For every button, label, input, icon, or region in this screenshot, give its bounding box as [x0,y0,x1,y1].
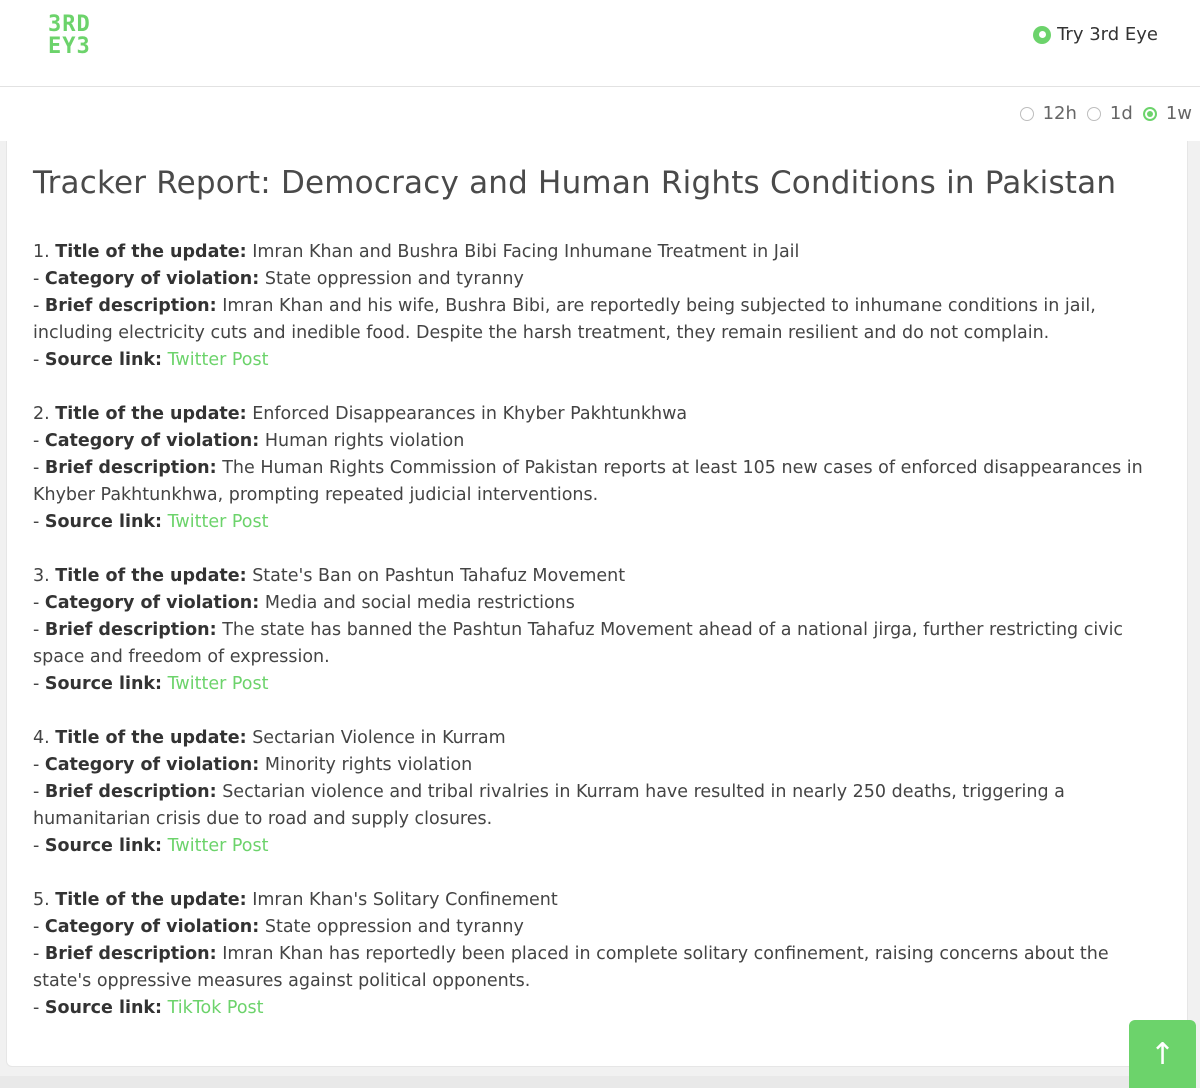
logo-line-1: 3RD [48,12,91,37]
item-title-line [33,563,1163,590]
filter-1d-label: 1d [1109,103,1133,124]
time-filter-group [1010,103,1192,124]
item-description-line: - Brief description: Sectarian violence and tribal rivalries in Kurram have resulted in nearly 250 deaths, triggering a humanitarian crisis due to road and supply closures. [33,782,1065,829]
item-description: The state has banned the Pashtun Tahafuz Movement ahead of a national jirga, further restricting civic space and freedom of expression. [33,620,1124,667]
bottom-strip [0,1076,1129,1088]
item-title: Imran Khan's Solitary Confinement [252,890,558,910]
item-description-line: - Brief description: Imran Khan has reportedly been placed in complete solitary confinement, raising concerns about the state's oppressive measures against political opponents. [33,944,1109,991]
source-label: Source link: [44,836,163,856]
item-title: State's Ban on Pashtun Tahafuz Movement [252,566,626,586]
item-category: State oppression and tyranny [264,269,524,289]
title-label: Title of the update: [55,242,247,262]
radio-1d-icon [1087,107,1101,121]
source-label: Source link: [44,674,163,694]
scroll-to-top-button[interactable] [1129,1020,1196,1088]
source-link[interactable]: Twitter Post [167,836,269,856]
item-description-line: - Brief description: Imran Khan and his wife, Bushra Bibi, are reportedly being subjected to inhumane conditions in jail, including electricity cuts and inedible food. Despite the harsh treatment, they remain resilient and do not complain. [33,296,1096,343]
category-label: Category of violation: [44,917,260,937]
description-label: Brief description: [44,782,217,802]
description-label: Brief description: [44,458,217,478]
category-label: Category of violation: [44,269,260,289]
time-filter-bar [0,87,1200,141]
filter-12h[interactable] [1020,103,1077,124]
title-label: Title of the update: [55,890,247,910]
report-item [33,239,1163,374]
item-description: Sectarian violence and tribal rivalries in Kurram have resulted in nearly 250 deaths, triggering a humanitarian crisis due to road and supply closures. [33,782,1065,829]
item-description-line: - Brief description: The state has banned the Pashtun Tahafuz Movement ahead of a national jirga, further restricting civic space and freedom of expression. [33,620,1124,667]
description-label: Brief description: [44,944,217,964]
report-item [33,401,1163,536]
item-description: The Human Rights Commission of Pakistan reports at least 105 new cases of enforced disappearances in Khyber Pakhtunkhwa, prompting repeated judicial interventions. [33,458,1143,505]
item-number: 4. [33,728,50,748]
category-label: Category of violation: [44,755,260,775]
title-label: Title of the update: [55,728,247,748]
item-description: Imran Khan and his wife, Bushra Bibi, are reportedly being subjected to inhumane conditions in jail, including electricity cuts and inedible food. Despite the harsh treatment, they remain resilient and do not complain. [33,296,1096,343]
source-label: Source link: [44,998,163,1018]
filter-1w[interactable] [1143,103,1192,124]
item-source-line: - Source link: TikTok Post [33,998,264,1018]
item-category: State oppression and tyranny [264,917,524,937]
radio-dot-icon [1033,26,1051,44]
report-card [6,141,1188,1067]
report-items [33,239,1163,1049]
item-source-line: - Source link: Twitter Post [33,350,269,370]
report-item [33,887,1163,1022]
source-link[interactable]: Twitter Post [167,350,269,370]
item-title-line [33,725,1163,752]
item-category: Minority rights violation [264,755,473,775]
item-title-line [33,239,1163,266]
radio-12h-icon [1020,107,1034,121]
item-number: 1. [33,242,50,262]
title-label: Title of the update: [55,404,247,424]
item-category-line: - Category of violation: State oppression and tyranny [33,917,524,937]
item-category: Media and social media restrictions [264,593,575,613]
source-link[interactable]: Twitter Post [167,674,269,694]
filter-12h-label: 12h [1042,103,1077,124]
source-label: Source link: [44,350,163,370]
item-category-line: - Category of violation: Media and social media restrictions [33,593,575,613]
filter-1d[interactable] [1087,103,1133,124]
item-source-line: - Source link: Twitter Post [33,836,269,856]
logo-line-2: EY3 [48,34,91,59]
top-navbar [0,0,1200,87]
report-item [33,563,1163,698]
item-number: 3. [33,566,50,586]
source-link[interactable]: Twitter Post [167,512,269,532]
description-label: Brief description: [44,296,217,316]
item-category: Human rights violation [264,431,465,451]
category-label: Category of violation: [44,593,260,613]
title-label: Title of the update: [55,566,247,586]
item-number: 2. [33,404,50,424]
report-item [33,725,1163,860]
item-source-line: - Source link: Twitter Post [33,512,269,532]
report-title: Tracker Report: Democracy and Human Rights Conditions in Pakistan [33,165,1117,201]
item-title-line [33,401,1163,428]
description-label: Brief description: [44,620,217,640]
filter-1w-label: 1w [1165,103,1192,124]
arrow-up-icon: ↑ [1149,1036,1176,1072]
item-number: 5. [33,890,50,910]
item-description-line: - Brief description: The Human Rights Commission of Pakistan reports at least 105 new cases of enforced disappearances in Khyber Pakhtunkhwa, prompting repeated judicial interventions. [33,458,1143,505]
source-label: Source link: [44,512,163,532]
item-source-line: - Source link: Twitter Post [33,674,269,694]
item-category-line: - Category of violation: State oppression and tyranny [33,269,524,289]
item-category-line: - Category of violation: Human rights violation [33,431,465,451]
item-title-line [33,887,1163,914]
source-link[interactable]: TikTok Post [167,998,264,1018]
try-3rd-eye-label: Try 3rd Eye [1057,24,1158,45]
item-title: Imran Khan and Bushra Bibi Facing Inhumane Treatment in Jail [252,242,800,262]
try-3rd-eye-button[interactable] [1033,24,1158,45]
radio-1w-selected-icon [1143,107,1157,121]
item-title: Enforced Disappearances in Khyber Pakhtunkhwa [252,404,688,424]
item-category-line: - Category of violation: Minority rights violation [33,755,473,775]
item-title: Sectarian Violence in Kurram [252,728,506,748]
brand-logo[interactable] [48,14,91,58]
category-label: Category of violation: [44,431,260,451]
item-description: Imran Khan has reportedly been placed in complete solitary confinement, raising concerns about the state's oppressive measures against political opponents. [33,944,1109,991]
